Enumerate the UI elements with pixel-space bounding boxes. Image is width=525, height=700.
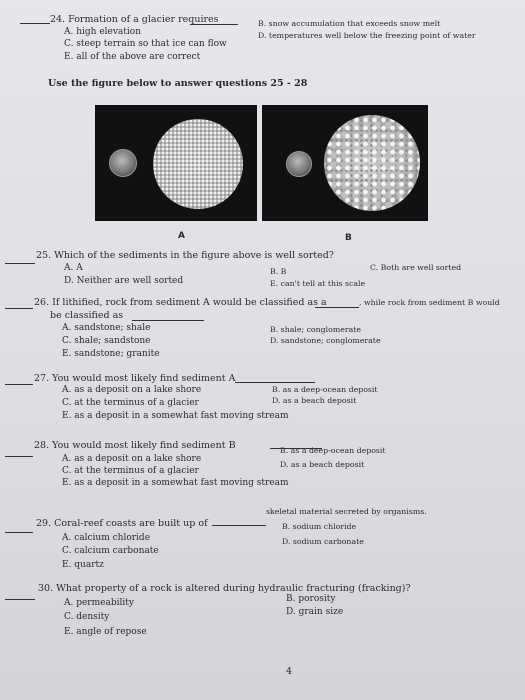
q30-option-d: D. grain size	[286, 607, 344, 617]
gravel-pile	[324, 115, 420, 211]
q26-fill-blank-2	[132, 319, 204, 321]
answer-blank-26[interactable]	[5, 307, 33, 309]
q27-option-d: D. as a beach deposit	[272, 396, 357, 405]
q25-option-a: A. A	[64, 263, 83, 273]
q27-option-c: C. at the terminus of a glacier	[62, 398, 199, 408]
q24-stem: 24. Formation of a glacier requires	[50, 14, 219, 25]
answer-blank-27[interactable]	[5, 383, 33, 385]
q25-option-d: D. Neither are well sorted	[64, 276, 184, 286]
answer-blank-28[interactable]	[5, 455, 33, 457]
coin-scale-icon	[286, 151, 312, 177]
figure-label-b: B	[345, 233, 352, 243]
q27-option-b: B. as a deep-ocean deposit	[272, 385, 378, 394]
q26-stem-line2: be classified as	[50, 310, 124, 321]
q30-stem: 30. What property of a rock is altered during hydraulic fracturing (fracking)?	[38, 583, 411, 594]
q26-stem: 26. If lithified, rock from sediment A would be classified as a	[34, 297, 327, 308]
q29-option-e: E. quartz	[62, 560, 104, 570]
q27-option-a: A. as a deposit on a lake shore	[62, 385, 202, 395]
q28-option-b: B. as a deep-ocean deposit	[280, 446, 386, 455]
answer-blank-24[interactable]	[20, 22, 50, 24]
q24-option-a: A. high elevation	[64, 27, 142, 37]
q24-option-c: C. steep terrain so that ice can flow	[64, 39, 227, 49]
q26-option-d: D. sandstone; conglomerate	[270, 336, 381, 345]
q26-option-a: A. sandstone; shale	[62, 323, 151, 333]
q24-fill-blank	[190, 23, 238, 25]
q30-option-a: A. permeability	[64, 598, 134, 608]
q29-option-d: D. sodium carbonate	[282, 537, 364, 546]
sediment-a-photo	[95, 105, 257, 221]
q25-option-b: B. B	[270, 267, 287, 276]
q28-stem: 28. You would most likely find sediment B	[34, 440, 236, 451]
q29-option-b: B. sodium chloride	[282, 522, 357, 531]
q26-fill-blank-1	[315, 306, 359, 308]
q24-option-d: D. temperatures well below the freezing point of water	[258, 31, 476, 40]
q25-option-c: C. Both are well sorted	[370, 263, 462, 272]
q28-option-a: A. as a deposit on a lake shore	[62, 454, 202, 464]
q26-option-c: C. shale; sandstone	[62, 336, 151, 346]
q25-option-e: E. can't tell at this scale	[270, 279, 366, 288]
q26-stem-continued: , while rock from sediment B would	[359, 298, 500, 307]
q24-option-b: B. snow accumulation that exceeds snow melt	[258, 19, 441, 28]
q29-option-c: C. calcium carbonate	[62, 546, 159, 556]
q29-stem-continued: skeletal material secreted by organisms.	[266, 507, 427, 516]
q25-stem: 25. Which of the sediments in the figure above is well sorted?	[36, 250, 334, 261]
q29-stem: 29. Coral-reef coasts are built up of	[36, 518, 208, 529]
answer-blank-25[interactable]	[5, 262, 35, 264]
figure-instruction: Use the figure below to answer questions 25 - 28	[48, 78, 308, 89]
q27-stem: 27. You would most likely find sediment A	[34, 373, 236, 384]
q30-option-b: B. porosity	[286, 594, 336, 604]
answer-blank-29[interactable]	[5, 531, 33, 533]
q28-option-c: C. at the terminus of a glacier	[62, 466, 199, 476]
q30-option-e: E. angle of repose	[64, 627, 147, 637]
q30-option-c: C. density	[64, 612, 110, 622]
q26-option-e: E. sandstone; granite	[62, 349, 160, 359]
answer-blank-30[interactable]	[5, 598, 35, 600]
page-number: 4	[286, 666, 293, 677]
figure-label-a: A	[178, 231, 185, 241]
q29-fill-blank	[212, 524, 266, 526]
q28-option-d: D. as a beach deposit	[280, 460, 365, 469]
q26-option-b: B. shale; conglomerate	[270, 325, 361, 334]
q28-option-e: E. as a deposit in a somewhat fast moving stream	[62, 478, 289, 488]
coin-scale-icon	[109, 149, 137, 177]
sand-pile	[153, 119, 243, 209]
sediment-b-photo	[262, 105, 428, 221]
q27-option-e: E. as a deposit in a somewhat fast moving stream	[62, 411, 289, 421]
q27-fill-blank	[235, 381, 315, 383]
q24-option-e: E. all of the above are correct	[64, 52, 201, 62]
q29-option-a: A. calcium chloride	[62, 533, 151, 543]
